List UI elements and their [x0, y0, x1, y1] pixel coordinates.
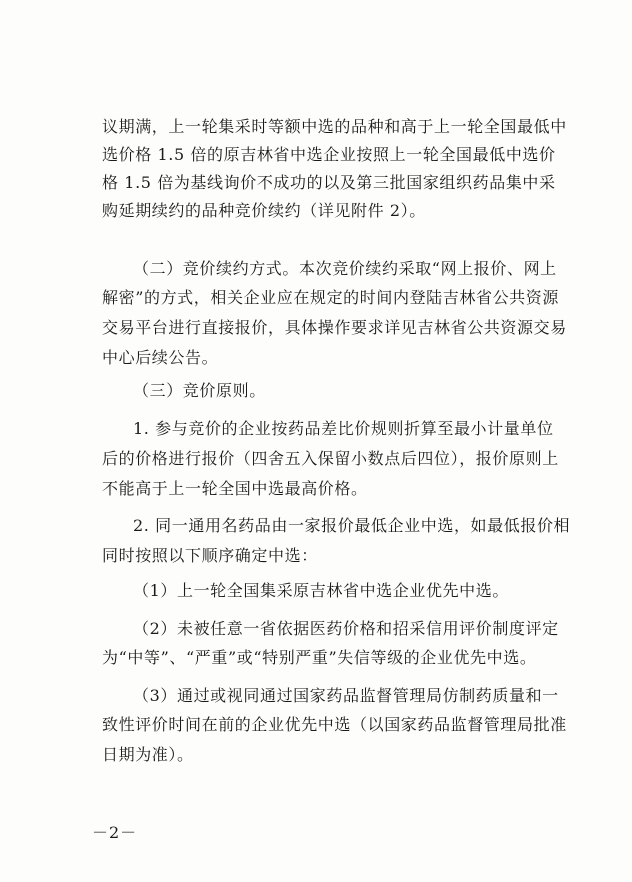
text-line: 格 1.5 倍为基线询价不成功的以及第三批国家组织药品集中采 [102, 173, 556, 192]
text-line: 购延期续约的品种竞价续约（详见附件 2）。 [102, 201, 426, 220]
text-line: （1）上一轮全国集采原吉林省中选企业优先中选。 [133, 581, 509, 600]
text-line: 交易平台进行直接报价，具体操作要求详见吉林省公共资源交易 [102, 318, 567, 337]
text-line: 后的价格进行报价（四舍五入保留小数点后四位），报价原则上 [102, 449, 559, 468]
text-line: （2）未被任意一省依据医药价格和招采信用评价制度评定 [133, 619, 559, 638]
text-line: 议期满，上一轮集采时等额中选的品种和高于上一轮全国最低中 [102, 117, 567, 136]
text-line: （二）竞价续约方式。本次竞价续约采取“网上报价、网上 [133, 259, 557, 278]
text-line: （三）竞价原则。 [133, 381, 266, 400]
text-line: 2. 同一通用名药品由一家报价最低企业中选，如最低报价相 [133, 516, 571, 535]
text-line: 同时按照以下顺序确定中选： [102, 546, 318, 565]
page-number: －2－ [92, 823, 138, 842]
text-line: 1. 参与竞价的企业按药品差比价规则折算至最小计量单位 [133, 419, 554, 438]
text-line: 选价格 1.5 倍的原吉林省中选企业按照上一轮全国最低中选价 [102, 145, 556, 164]
text-line: 日期为准）。 [102, 745, 194, 764]
text-line: 致性评价时间在前的企业优先中选（以国家药品监督管理局批准 [102, 715, 567, 734]
text-line: 解密”的方式，相关企业应在规定的时间内登陆吉林省公共资源 [102, 288, 559, 307]
text-line: （3）通过或视同通过国家药品监督管理局仿制药质量和一 [133, 686, 559, 705]
text-line: 中心后续公告。 [102, 348, 219, 367]
text-line: 为“中等”、“严重”或“特别严重”失信等级的企业优先中选。 [102, 648, 537, 667]
text-line: 不能高于上一轮全国中选最高价格。 [102, 479, 368, 498]
